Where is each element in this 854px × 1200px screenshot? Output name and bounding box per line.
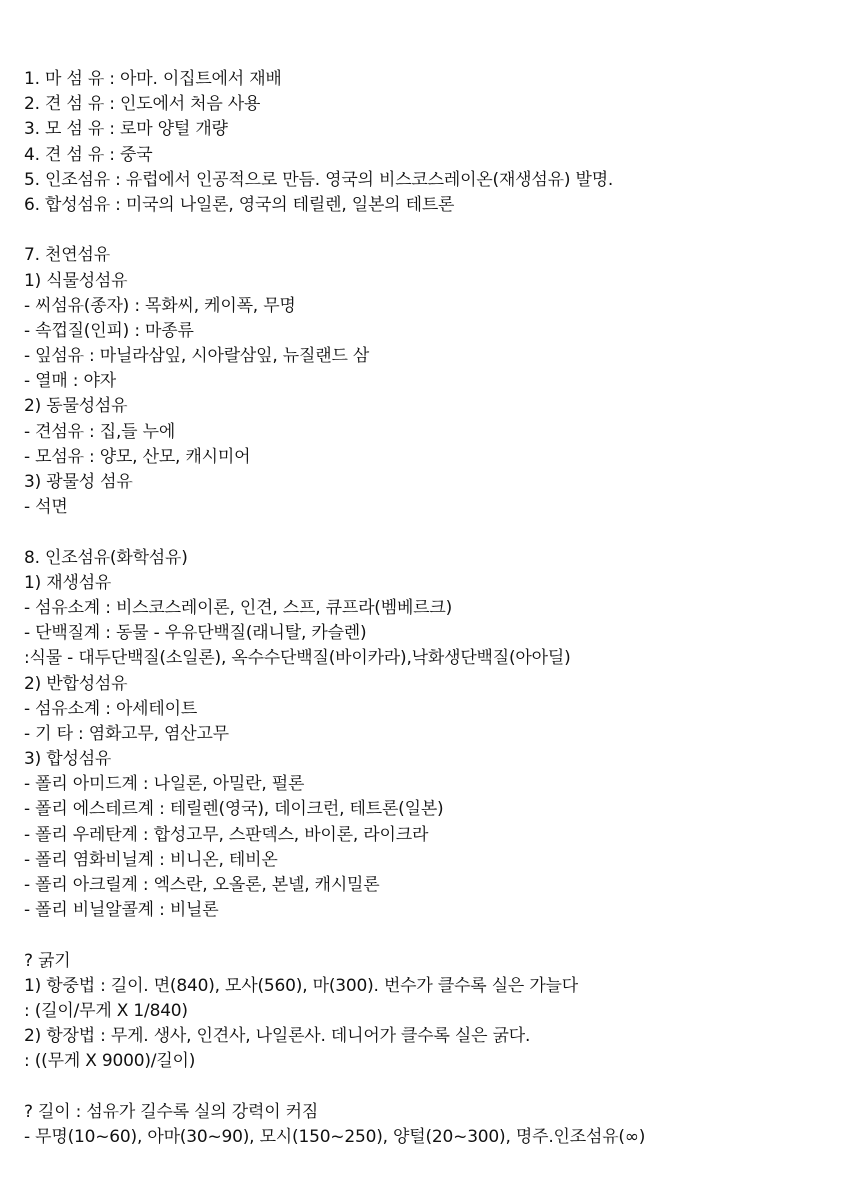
text-line: - 속껍질(인피) : 마종류 bbox=[24, 320, 194, 341]
text-line: : ((무게 X 9000)/길이) bbox=[24, 1051, 196, 1072]
text-line: - 폴리 비닐알콜계 : 비닐론 bbox=[24, 900, 219, 921]
text-line: - 견섬유 : 집,들 누에 bbox=[24, 421, 176, 442]
text-line: - 폴리 우레탄계 : 합성고무, 스판덱스, 바이론, 라이크라 bbox=[24, 824, 429, 845]
text-line: : (길이/무게 X 1/840) bbox=[24, 1000, 188, 1021]
text-line: 7. 천연섬유 bbox=[24, 245, 110, 266]
text-line: - 잎섬유 : 마닐라삼잎, 시아랄삼잎, 뉴질랜드 삼 bbox=[24, 346, 370, 367]
text-line: 1) 식물성섬유 bbox=[24, 270, 128, 291]
text-line: - 열매 : 야자 bbox=[24, 371, 116, 392]
text-line: 3) 합성섬유 bbox=[24, 749, 112, 770]
text-line: 2) 항장법 : 무게. 생사, 인견사, 나일론사. 데니어가 클수록 실은 굵다. bbox=[24, 1026, 531, 1047]
text-line: 5. 인조섬유 : 유럽에서 인공적으로 만듬. 영국의 비스코스레이온(재생섬유) 발명. bbox=[24, 169, 614, 190]
text-line: - 폴리 아미드계 : 나일론, 아밀란, 펄론 bbox=[24, 774, 305, 795]
text-line: 4. 견 섬 유 : 중국 bbox=[24, 144, 153, 165]
text-line: - 모섬유 : 양모, 산모, 캐시미어 bbox=[24, 446, 251, 467]
text-line: 3) 광물성 섬유 bbox=[24, 472, 133, 492]
document-body bbox=[24, 67, 844, 1150]
text-line: 2. 견 섬 유 : 인도에서 처음 사용 bbox=[24, 94, 261, 115]
blank-line bbox=[24, 218, 844, 243]
text-line: - 섬유소계 : 비스코스레이론, 인견, 스프, 큐프라(벰베르크) bbox=[24, 597, 453, 618]
text-line: 1) 항중법 : 길이. 면(840), 모사(560), 마(300). 번수가 클수록 실은 가늘다 bbox=[24, 975, 579, 996]
text-line: 2) 반합성섬유 bbox=[24, 673, 128, 694]
text-line: - 폴리 아크릴계 : 엑스란, 오올론, 본넬, 캐시밀론 bbox=[24, 875, 380, 895]
text-line: - 섬유소계 : 아세테이트 bbox=[24, 698, 198, 719]
text-line: ? 길이 : 섬유가 길수록 실의 강력이 커짐 bbox=[24, 1101, 319, 1122]
text-line: :식물 - 대두단백질(소일론), 옥수수단백질(바이카라),낙화생단백질(아아딜) bbox=[24, 648, 571, 669]
blank-line bbox=[24, 923, 844, 948]
text-line: - 기 타 : 염화고무, 염산고무 bbox=[24, 723, 229, 744]
text-line: 6. 합성섬유 : 미국의 나일론, 영국의 테릴렌, 일본의 테트론 bbox=[24, 194, 455, 215]
text-line: - 석면 bbox=[24, 497, 68, 518]
text-line: - 씨섬유(종자) : 목화씨, 케이폭, 무명 bbox=[24, 295, 296, 316]
blank-line bbox=[24, 520, 844, 545]
text-line: ? 굵기 bbox=[24, 950, 71, 971]
text-line: - 무명(10~60), 아마(30~90), 모시(150~250), 양털(20~300), 명주.인조섬유(∞) bbox=[24, 1126, 646, 1147]
text-line: - 폴리 염화비닐계 : 비니온, 테비온 bbox=[24, 849, 278, 870]
text-line: 2) 동물성섬유 bbox=[24, 396, 128, 417]
text-line: 3. 모 섬 유 : 로마 양털 개량 bbox=[24, 119, 228, 140]
text-line: 8. 인조섬유(화학섬유) bbox=[24, 547, 188, 568]
blank-line bbox=[24, 1075, 844, 1100]
text-line: 1) 재생섬유 bbox=[24, 572, 112, 593]
text-line: - 폴리 에스테르계 : 테릴렌(영국), 데이크런, 테트론(일본) bbox=[24, 799, 444, 820]
text-line: - 단백질계 : 동물 - 우유단백질(래니탈, 카슬렌) bbox=[24, 623, 367, 644]
text-line: 1. 마 섬 유 : 아마. 이집트에서 재배 bbox=[24, 69, 282, 89]
